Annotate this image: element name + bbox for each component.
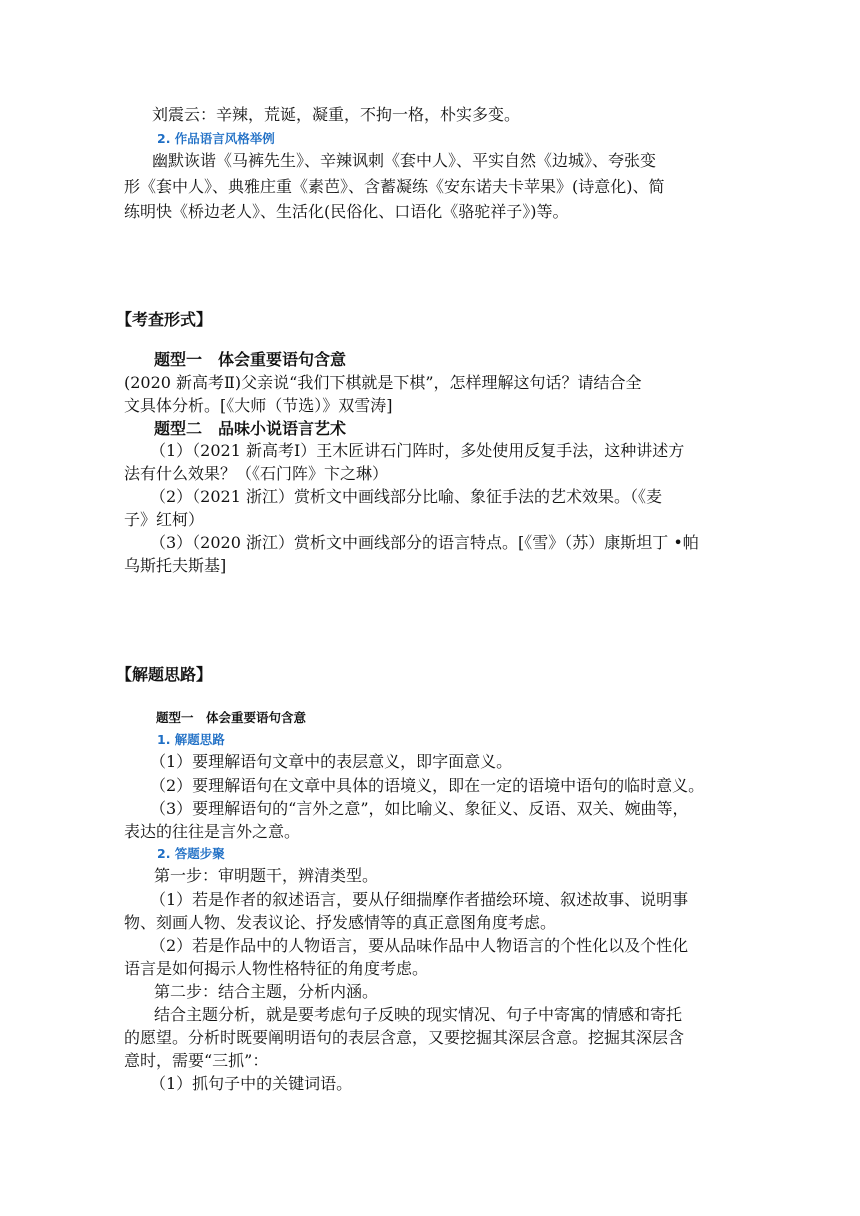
subheading-style-examples: 2. 作品语言风格举例	[157, 131, 275, 146]
solve-type1-title: 题型一 体会重要语句含意	[156, 710, 307, 725]
paragraph-line: 物、刻画人物、发表议论、抒发感情等的真正意图角度考虑。	[124, 913, 557, 932]
paragraph-line: 子》红柯）	[124, 510, 205, 529]
text-line-liu: 刘震云：辛辣，荒诞，凝重，不拘一格，朴实多变。	[152, 105, 521, 124]
paragraph-line: 表达的往往是言外之意。	[124, 822, 301, 841]
paragraph-line: 文具体分析。[《大师（节选）》双雪涛]	[124, 396, 393, 415]
paragraph-line: （1）（2021 新高考Ⅰ）王木匠讲石门阵时，多处使用反复手法，这种讲述方	[150, 441, 685, 460]
paragraph-line: 第一步：审明题干，辨清类型。	[154, 866, 379, 885]
paragraph-line: （3）要理解语句的“言外之意”，如比喻义、象征义、反语、双关、婉曲等，	[150, 799, 689, 818]
paragraph-line: （2）若是作品中的人物语言，要从品味作品中人物语言的个性化以及个性化	[150, 936, 689, 955]
type2-title: 题型二 品味小说语言艺术	[154, 419, 347, 438]
paragraph-line: 形《套中人》、典雅庄重《素芭》、含蓄凝练《安东诺夫卡苹果》(诗意化)、简	[124, 177, 665, 196]
paragraph-line: 练明快《桥边老人》、生活化(民俗化、口语化《骆驼祥子》)等。	[124, 202, 569, 221]
type1-title: 题型一 体会重要语句含意	[154, 350, 347, 369]
paragraph-line: （1）若是作者的叙述语言，要从仔细揣摩作者描绘环境、叙述故事、说明事	[150, 890, 689, 909]
paragraph-line: 幽默诙谐《马裤先生》、辛辣讽刺《套中人》、平实自然《边城》、夸张变	[152, 151, 657, 170]
paragraph-line: 乌斯托夫斯基]	[124, 556, 227, 575]
paragraph-line: （1）要理解语句文章中的表层意义，即字面意义。	[150, 752, 513, 771]
paragraph-line: （3）（2020 浙江）赏析文中画线部分的语言特点。[《雪》（苏）康斯坦丁 •帕	[150, 533, 699, 552]
paragraph-line: (2020 新高考Ⅱ)父亲说“我们下棋就是下棋”，怎样理解这句话？请结合全	[124, 373, 642, 392]
paragraph-line: 法有什么效果？（《石门阵》卞之琳）	[124, 464, 389, 483]
paragraph-line: 第二步：结合主题，分析内涵。	[154, 982, 379, 1001]
paragraph-line: （2）（2021 浙江）赏析文中画线部分比喻、象征手法的艺术效果。（《麦	[150, 487, 662, 506]
subheading-solve-ideas: 1. 解题思路	[157, 732, 225, 747]
paragraph-line: （1）抓句子中的关键词语。	[150, 1074, 353, 1093]
paragraph-line: 意时，需要“三抓”：	[124, 1051, 269, 1070]
section-title-solve: 【解题思路】	[116, 665, 213, 684]
paragraph-line: （2）要理解语句在文章中具体的语境义，即在一定的语境中语句的临时意义。	[150, 776, 705, 795]
paragraph-line: 结合主题分析，就是要考虑句子反映的现实情况、句子中寄寓的情感和寄托	[154, 1005, 683, 1024]
section-title-exam: 【考查形式】	[116, 310, 213, 329]
subheading-answer-steps: 2. 答题步聚	[157, 846, 225, 861]
paragraph-line: 的愿望。分析时既要阐明语句的表层含意，又要挖掘其深层含意。挖掘其深层含	[124, 1028, 685, 1047]
paragraph-line: 语言是如何揭示人物性格特征的角度考虑。	[124, 959, 429, 978]
